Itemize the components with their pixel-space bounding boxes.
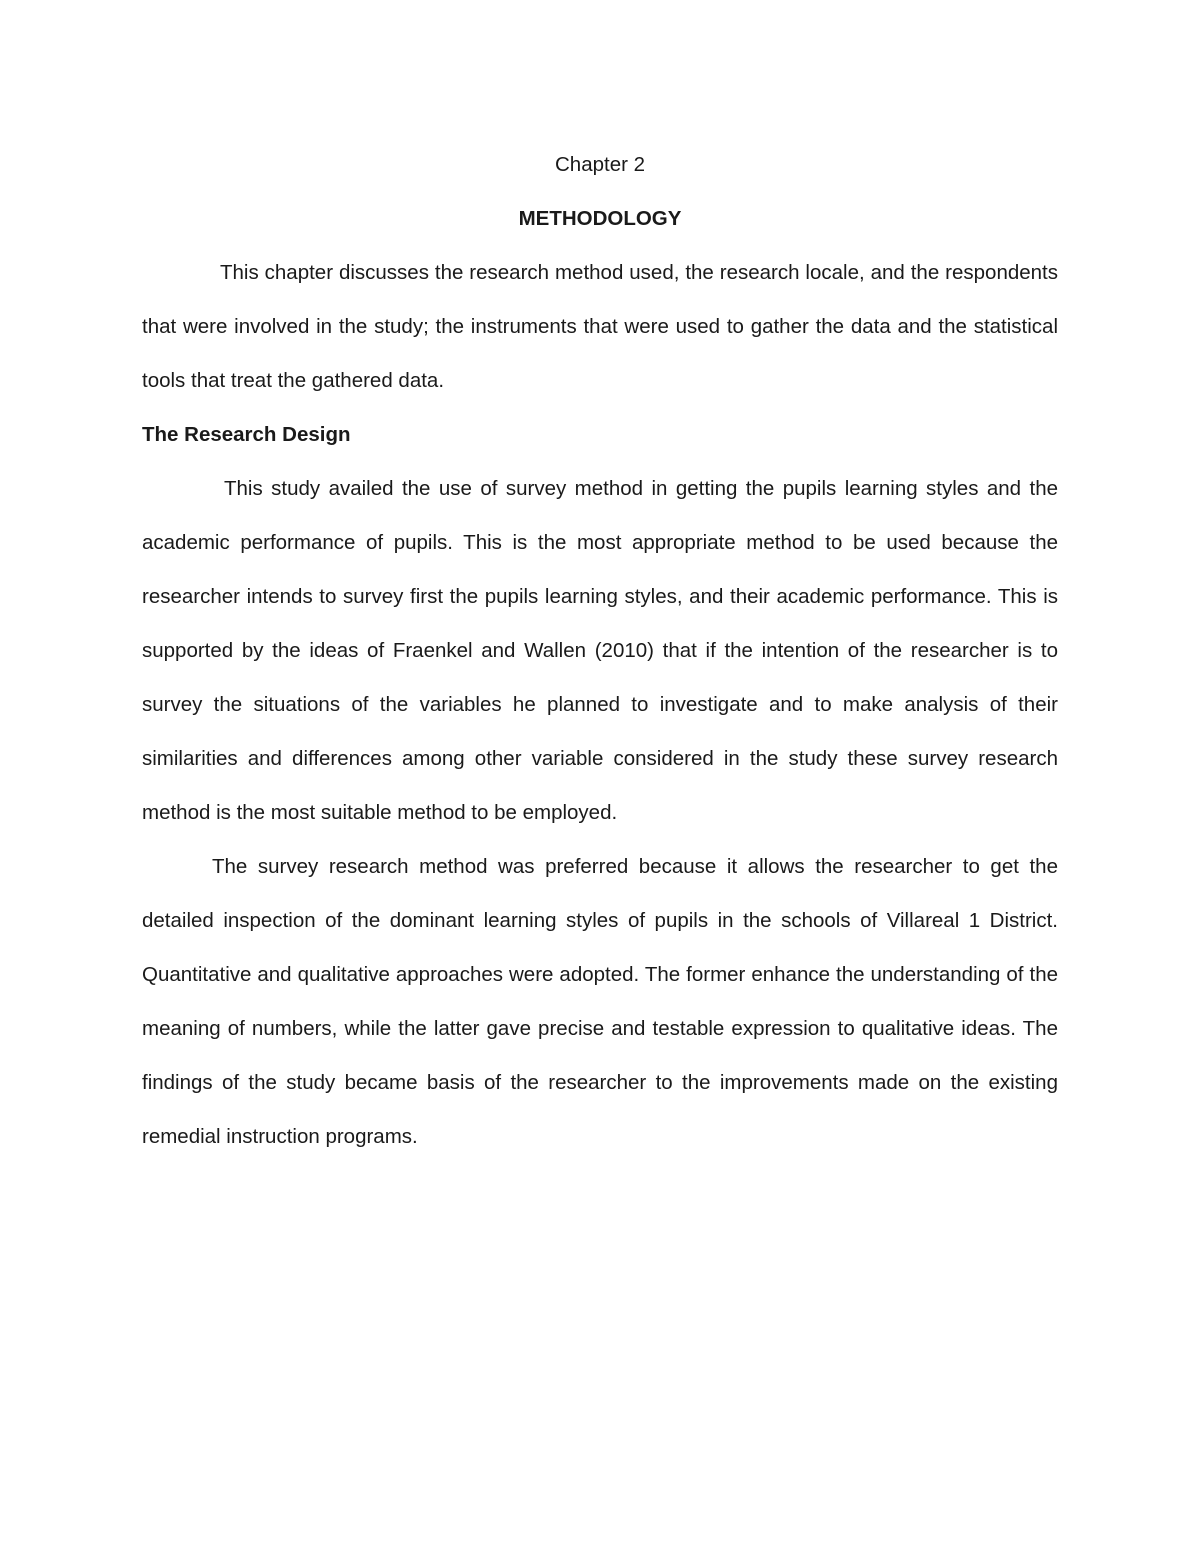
section-heading-research-design: The Research Design — [142, 423, 351, 446]
research-design-paragraph-1: This study availed the use of survey method in getting the pupils learning styles and the academic performance of pupils. This is the most appropriate method to be used because the researcher intends to survey first the pupils learning styles, and their academic performance. This is supported by the ideas of Fraenkel and Wallen (2010) that if the intention of the researcher is to survey the situations of the variables he planned to investigate and to make analysis of their similarities and differences among other variable considered in the study these survey research method is the most suitable method to be employed. — [142, 477, 1058, 824]
intro-paragraph: This chapter discusses the research method used, the research locale, and the respondents that were involved in the study; the instruments that were used to gather the data and the statistical tools that treat the gathered data. — [142, 261, 1058, 392]
chapter-label: Chapter 2 — [554, 153, 646, 176]
research-design-paragraph-2: The survey research method was preferred because it allows the researcher to get the detailed inspection of the dominant learning styles of pupils in the schools of Villareal 1 District. Quantitative and qualitative approaches were adopted. The former enhance the understanding of the meaning of numbers, while the latter gave precise and testable expression to qualitative ideas. The findings of the study became basis of the researcher to the improvements made on the existing remedial instruction programs. — [142, 855, 1058, 1148]
chapter-title: METHODOLOGY — [518, 207, 682, 230]
page-content — [142, 138, 1058, 1164]
